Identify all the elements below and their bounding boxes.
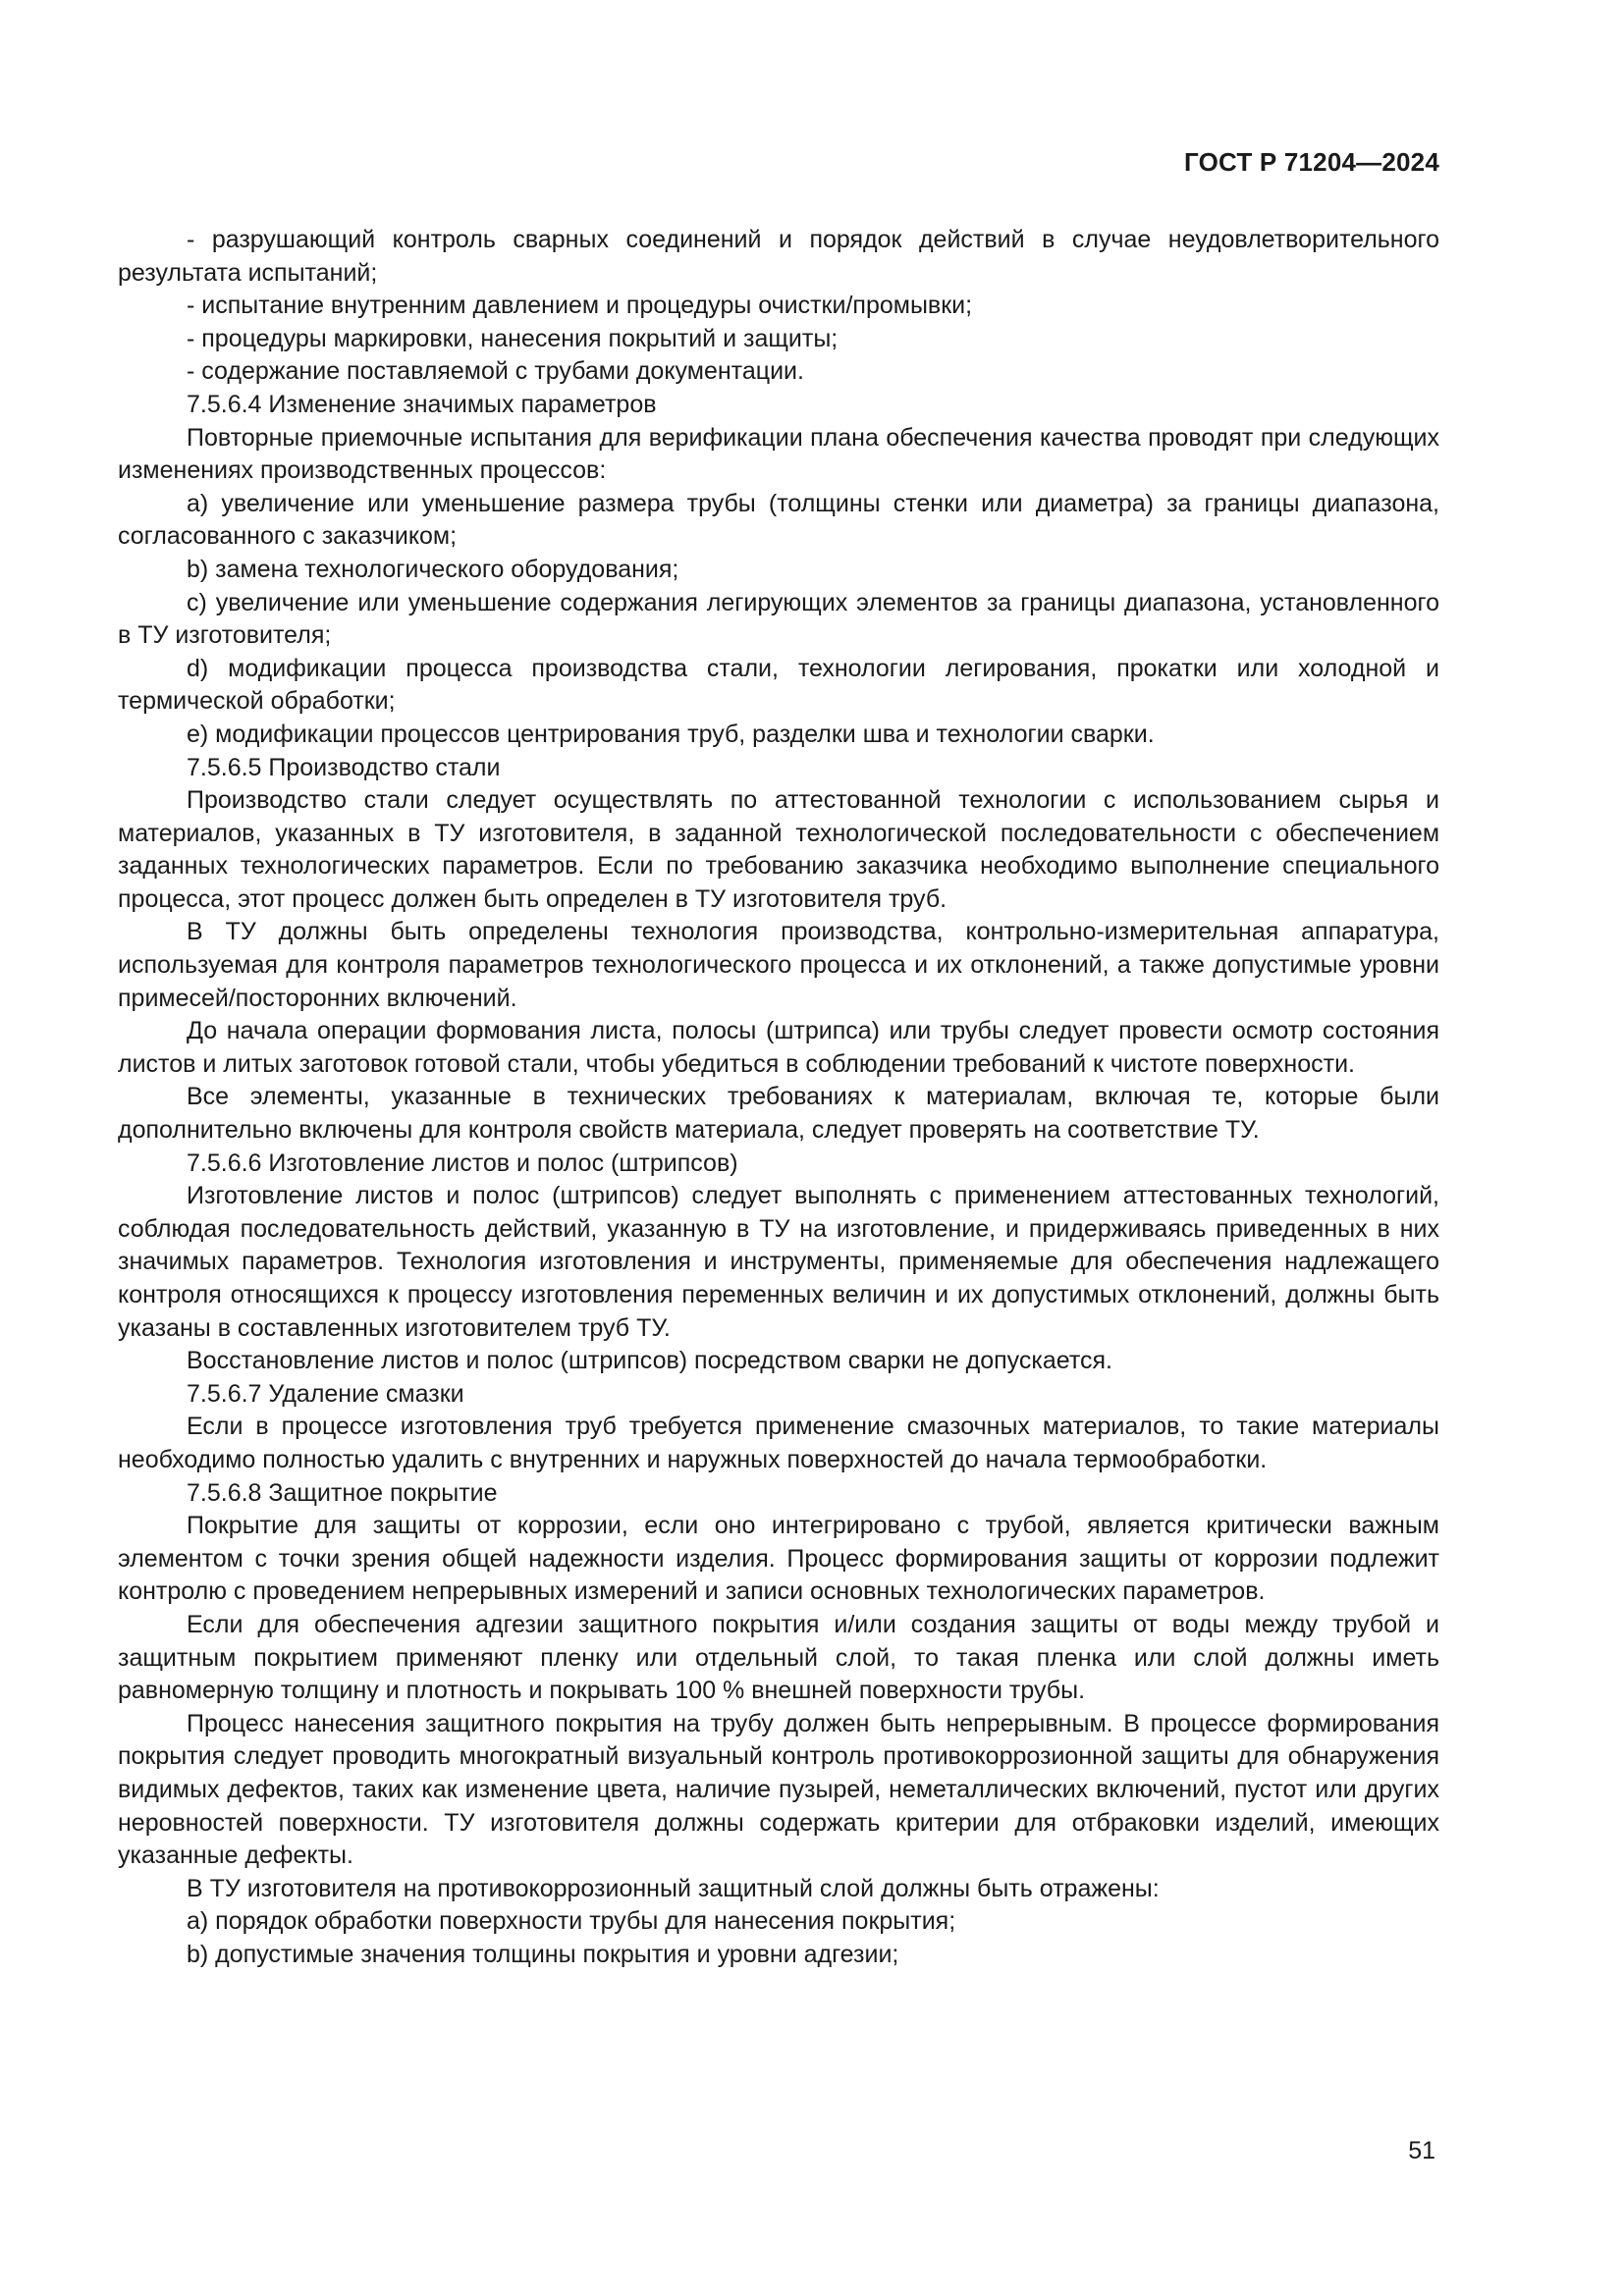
- section-heading: 7.5.6.7 Удаление смазки: [187, 1379, 464, 1408]
- list-item: d) модификации процесса производства стали, технологии легирования, прокатки или холодной и термической обработки;: [118, 654, 1439, 716]
- paragraph: Если в процессе изготовления труб требуется применение смазочных материалов, то такие материалы необходимо полностью удалить с внутренних и наружных поверхностей до начала термообработки.: [118, 1413, 1439, 1473]
- document-standard-number: ГОСТ Р 71204—2024: [1184, 147, 1439, 177]
- paragraph: Если для обеспечения адгезии защитного покрытия и/или создания защиты от воды между трубой и защитным покрытием применяют пленку или отдельный слой, то такая пленка или слой должны иметь равномерную толщину и плотность и покрывать 100 % внешней поверхности трубы.: [118, 1610, 1439, 1705]
- list-item: a) порядок обработки поверхности трубы для нанесения покрытия;: [187, 1907, 956, 1936]
- section-heading: 7.5.6.5 Производство стали: [187, 753, 501, 781]
- paragraph: Производство стали следует осуществлять по аттестованной технологии с использованием сырья и материалов, указанных в ТУ изготовителя, в заданной технологической последовательности с обеспечением заданных технологических параметров. Если по требованию заказчика необходимо выполнение специального процесса, этот процесс должен быть определен в ТУ изготовителя труб.: [118, 786, 1439, 913]
- paragraph: В ТУ изготовителя на противокоррозионный защитный слой должны быть отражены:: [187, 1874, 1160, 1902]
- list-item: c) увеличение или уменьшение содержания легирующих элементов за границы диапазона, установленного в ТУ изготовителя;: [118, 588, 1439, 650]
- list-item: a) увеличение или уменьшение размера трубы (толщины стенки или диаметра) за границы диапазона, согласованного с заказчиком;: [118, 489, 1439, 551]
- list-item: - содержание поставляемой с трубами документации.: [187, 357, 804, 386]
- paragraph: В ТУ должны быть определены технология производства, контрольно-измерительная аппаратура, используемая для контроля параметров технологического процесса и их отклонений, а также допустимые уровни примесей/посторонних включений.: [118, 918, 1439, 1012]
- list-item: - процедуры маркировки, нанесения покрытий и защиты;: [187, 324, 839, 352]
- list-item: e) модификации процессов центрирования труб, разделки шва и технологии сварки.: [187, 720, 1155, 748]
- document-body: [118, 224, 1439, 1971]
- paragraph: Покрытие для защиты от коррозии, если оно интегрировано с трубой, является критически важным элементом с точки зрения общей надежности изделия. Процесс формирования защиты от коррозии подлежит контролю с проведением непрерывных измерений и записи основных технологических параметров.: [118, 1512, 1439, 1606]
- paragraph: Восстановление листов и полос (штрипсов) посредством сварки не допускается.: [187, 1347, 1112, 1375]
- list-item: - разрушающий контроль сварных соединений и порядок действий в случае неудовлетворительного результата испытаний;: [118, 226, 1439, 287]
- section-heading: 7.5.6.6 Изготовление листов и полос (штрипсов): [187, 1148, 738, 1177]
- section-heading: 7.5.6.4 Изменение значимых параметров: [187, 390, 657, 418]
- section-heading: 7.5.6.8 Защитное покрытие: [187, 1478, 498, 1507]
- paragraph: До начала операции формования листа, полосы (штрипса) или трубы следует провести осмотр состояния листов и литых заготовок готовой стали, чтобы убедиться в соблюдении требований к чистоте поверхности.: [118, 1017, 1439, 1078]
- paragraph: Все элементы, указанные в технических требованиях к материалам, включая те, которые были дополнительно включены для контроля свойств материала, следует проверять на соответствие ТУ.: [118, 1083, 1439, 1145]
- list-item: b) допустимые значения толщины покрытия и уровни адгезии;: [187, 1940, 899, 1968]
- page-number: 51: [1408, 2137, 1435, 2164]
- paragraph: Процесс нанесения защитного покрытия на трубу должен быть непрерывным. В процессе формирования покрытия следует проводить многократный визуальный контроль противокоррозионной защиты для обнаружения видимых дефектов, таких как изменение цвета, наличие пузырей, неметаллических включений, пустот или других неровностей поверхности. ТУ изготовителя должны содержать критерии для отбраковки изделий, имеющих указанные дефекты.: [118, 1709, 1439, 1870]
- paragraph: Изготовление листов и полос (штрипсов) следует выполнять с применением аттестованных технологий, соблюдая последовательность действий, указанную в ТУ на изготовление, и придерживаясь приведенных в них значимых параметров. Технология изготовления и инструменты, применяемые для обеспечения надлежащего контроля относящихся к процессу изготовления переменных величин и их допустимых отклонений, должны быть указаны в составленных изготовителем труб ТУ.: [118, 1182, 1439, 1342]
- list-item: - испытание внутренним давлением и процедуры очистки/промывки;: [187, 292, 973, 320]
- paragraph: Повторные приемочные испытания для верификации плана обеспечения качества проводят при следующих изменениях производственных процессов:: [118, 423, 1439, 485]
- list-item: b) замена технологического оборудования;: [187, 555, 679, 583]
